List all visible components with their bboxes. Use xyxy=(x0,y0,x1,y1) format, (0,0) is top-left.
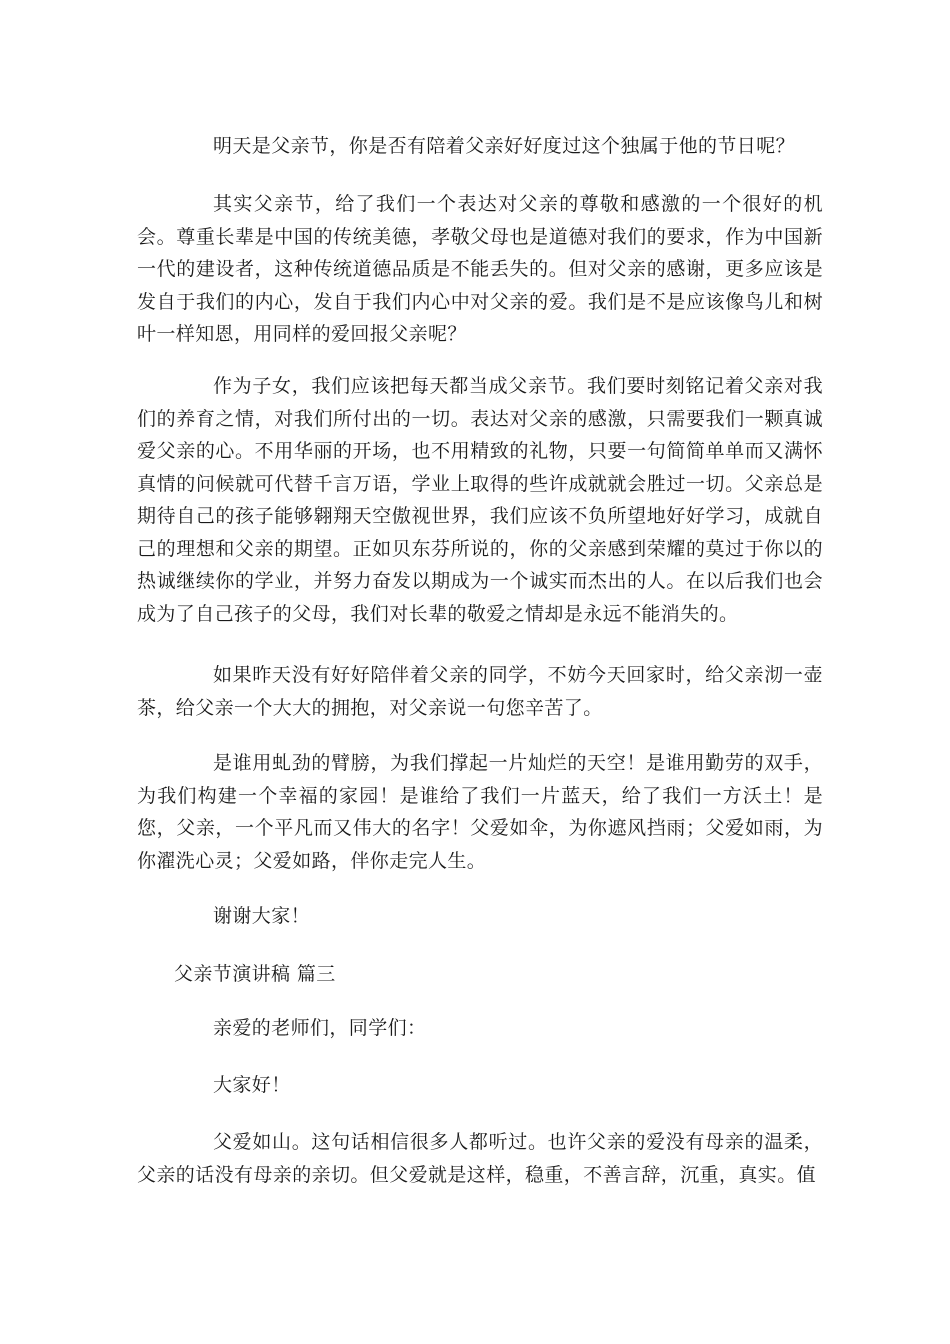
section-heading: 父亲节演讲稿 篇三 xyxy=(174,963,336,985)
paragraph-1: 明天是父亲节，你是否有陪着父亲好好度过这个独属于他的节日呢？ xyxy=(213,135,796,157)
paragraph-closing: 谢谢大家！ xyxy=(213,905,311,927)
section-salutation: 大家好！ xyxy=(213,1074,291,1096)
section-greeting: 亲爱的老师们，同学们： xyxy=(213,1017,427,1039)
section-paragraph-1: 父爱如山。这句话相信很多人都听过。也许父亲的爱没有母亲的温柔，父亲的话没有母亲的亲切。但父爱就是这样，稳重，不善言辞，沉重，真实。值 xyxy=(137,1131,823,1186)
paragraph-4: 如果昨天没有好好陪伴着父亲的同学，不妨今天回家时，给父亲沏一壶茶，给父亲一个大大的拥抱，对父亲说一句您辛苦了。 xyxy=(137,664,823,719)
paragraph-2: 其实父亲节，给了我们一个表达对父亲的尊敬和感激的一个很好的机会。尊重长辈是中国的传统美德，孝敬父母也是道德对我们的要求，作为中国新一代的建设者，这种传统道德品质是不能丢失的。但对父亲的感谢，更多应该是发自于我们的内心，发自于我们内心中对父亲的爱。我们是不是应该像鸟儿和树叶一样知恩，用同样的爱回报父亲呢？ xyxy=(137,193,823,345)
paragraph-3: 作为子女，我们应该把每天都当成父亲节。我们要时刻铭记着父亲对我们的养育之情，对我们所付出的一切。表达对父亲的感激，只需要我们一颗真诚爱父亲的心。不用华丽的开场，也不用精致的礼物，只要一句简简单单而又满怀真情的问候就可代替千言万语，学业上取得的些许成就就会胜过一切。父亲总是期待自己的孩子能够翱翔天空傲视世界，我们应该不负所望地好好学习，成就自己的理想和父亲的期望。正如贝东芬所说的，你的父亲感到荣耀的莫过于你以的热诚继续你的学业，并努力奋发以期成为一个诚实而杰出的人。在以后我们也会成为了自己孩子的父母，我们对长辈的敬爱之情却是永远不能消失的。 xyxy=(137,375,823,625)
paragraph-5: 是谁用虬劲的臂膀，为我们撑起一片灿烂的天空！是谁用勤劳的双手，为我们构建一个幸福的家园！是谁给了我们一片蓝天，给了我们一方沃土！是您，父亲，一个平凡而又伟大的名字！父爱如伞，为你遮风挡雨；父爱如雨，为你濯洗心灵；父爱如路，伴你走完人生。 xyxy=(137,752,823,872)
